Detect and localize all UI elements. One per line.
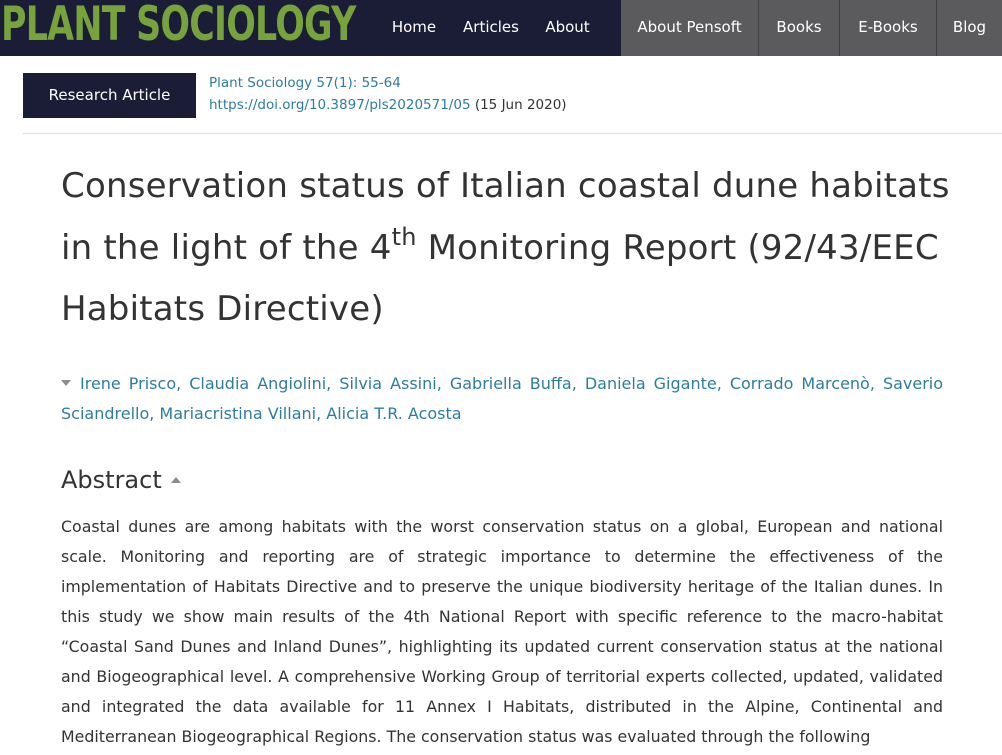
nav-ebooks[interactable]: E-Books [840, 0, 936, 56]
author-link[interactable]: Mariacristina Villani [159, 404, 317, 423]
caret-up-icon[interactable] [171, 477, 181, 483]
abstract-text: Coastal dunes are among habitats with the worst conservation status on a global, European and national scale. Monitoring and reporting are of strategic importance to determine the effectiveness of the implementation of Habitats Directive and to preserve the unique biodiversity heritage of the Italian dunes. In this study we show main results of the 4th National Report with specific reference to the macro-habitat “Coastal Sand Dunes and Inland Dunes”, highlighting its updated current conservation status at the national and Biogeographical level. A comprehensive Working Group of territorial experts collected, updated, validated and integrated the data available for 11 Annex I Habitats, distributed in the Alpine, Continental and Mediterranean Biogeographical Regions. The conservation status was evaluated through the following [61, 517, 943, 746]
author-link[interactable]: Daniela Gigante [584, 374, 717, 393]
nav-books[interactable]: Books [759, 0, 839, 56]
top-navbar [0, 0, 1002, 56]
nav-articles[interactable]: Articles [463, 18, 519, 36]
nav-about-pensoft[interactable]: About Pensoft [621, 0, 758, 56]
header-divider [23, 133, 1002, 134]
nav-about[interactable]: About [545, 18, 590, 36]
citation-block [209, 72, 567, 116]
author-link[interactable]: Irene Prisco [80, 374, 177, 393]
journal-reference-link[interactable]: Plant Sociology 57(1): 55-64 [209, 75, 401, 91]
title-text-1: Conservation status of Italian coastal dune habitats in the light of the 4 [61, 166, 950, 268]
title-superscript: th [391, 222, 417, 251]
abstract-heading [61, 462, 181, 498]
author-link[interactable]: Gabriella Buffa [449, 374, 572, 393]
author-link[interactable]: Silvia Assini [339, 374, 437, 393]
caret-down-icon[interactable] [61, 380, 71, 386]
article-type-badge[interactable]: Research Article [23, 73, 196, 118]
author-link[interactable]: Claudia Angiolini [189, 374, 327, 393]
abstract-heading-text: Abstract [61, 466, 162, 494]
site-logo[interactable]: PLANT SOCIOLOGY [1, 0, 356, 52]
author-list: Irene Prisco, Claudia Angiolini, Silvia Assini, Gabriella Buffa, Daniela Gigante, Corrado Marcenò, Saverio Sciandrello, Mariacristina Villani, Alicia T.R. Acosta [61, 374, 944, 423]
author-link[interactable]: Alicia T.R. Acosta [326, 404, 462, 423]
nav-home[interactable]: Home [391, 18, 437, 36]
title-text-2: Monitoring Report (92/43/EEC Habitats Directive) [61, 227, 939, 329]
author-link[interactable]: Corrado Marcenò [729, 374, 870, 393]
author-link[interactable]: Saverio Sciandrello [61, 374, 944, 423]
doi-link[interactable]: https://doi.org/10.3897/pls2020571/05 [209, 97, 471, 113]
nav-blog[interactable]: Blog [937, 0, 1002, 56]
publication-date: (15 Jun 2020) [474, 97, 567, 113]
article-title [61, 156, 961, 341]
